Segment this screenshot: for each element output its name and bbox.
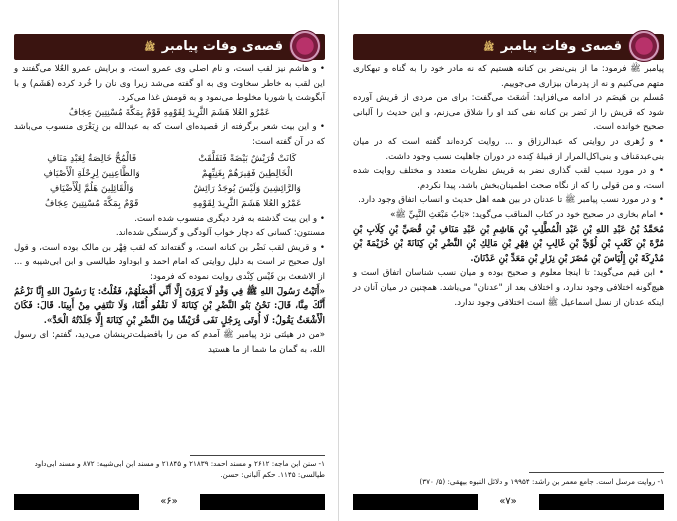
paragraph: • و در مورد نسب پیامبر ﷺ تا عدنان در بین همه اهل حدیث و انساب اتفاق وجود دارد. [358,195,664,206]
footnotes [14,458,325,480]
page-number: «۷» [499,496,517,507]
poem-hemistich: كَانَتْ قُرَيْشٌ بَيْضَةً فَتَفَلَّقَتْ [198,152,297,164]
page-bar-left [14,494,139,510]
footnote-rule [190,455,325,456]
page-header [14,34,325,60]
poem-hemistich: وَالْقَائِلِينَ هَلُمَّ لِلْأَضْيَافِ [49,182,134,194]
footnotes [353,476,664,487]
paragraph: مسنتون: کسانی که دچار خواب آلودگی و گرسنگی شده‌اند. [115,228,325,239]
paragraph: • و هاشم نیز لقب است، و نام اصلی وی عمرو است، و برایش عمرو العُلا می‌گفتند و این لقب به خاطر سخاوت وی به او گفته می‌شد زیرا وی نان را خُرد کرده (هَشَم) و با آبگوشت یا شوربا مخلوط می‌نمود و به قومش غذا می‌کرد. [14,64,325,104]
footnote-rule [529,472,664,473]
page-title: قصه‌ی وفات پیامبر ﷺ [483,39,622,54]
page-body [353,62,664,310]
poem-hemistich: الْخَالِطِينَ فَقِيرَهُمْ بِغَنِيِّهِمْ [201,167,293,179]
poem-hemistich: وَالظَّاعِنِينَ لِرِحْلَةِ الْأَصْيَافِ [43,167,140,179]
paragraph: • و این بیت شعر برگرفته از قصیده‌ای است که به عبدالله بن زِبَعْرَی منسوب می‌باشد که در آن گفته است: [14,122,325,147]
footnote: ۱- روایت مرسل است. جامع معمر بن راشد: ۱۹۹۵۴ و دلائل النبوه بیهقی: (۵/ ۳۷۰) [419,477,664,486]
verse-line: عَمْرُو العُلا هَشَمَ الثَّرِيدَ لِقَوْمِهِ قَوْمٌ بِمَكَّةَ مُسْنِتِينَ عِجَافُ [68,107,271,118]
poem [14,151,325,211]
page-header [353,34,664,60]
page-bar-right [200,494,325,510]
page-number: «۶» [160,496,178,507]
honorific-glyph: ﷺ [144,43,156,53]
seal-icon [289,30,321,62]
page-bar-left [353,494,478,510]
page-body [14,62,325,358]
paragraph: • و زُهری در روایتی که عبدالرزاق و ... روایت کرده‌اند گفته است که در میان بنی‌عبدمَناف و بنی‌اکل‌المرار از قبیلهٔ کِنده در دوران جاهلیت نسب وجود داشت. [353,136,664,162]
page-bar-right [539,494,664,510]
poem-hemistich: عَمْرُو العُلا هَشَمَ الثَّرِيدَ لِقَوْمِهِ [192,197,302,209]
poem-hemistich: فَالْمُحُّ خَالِصَةٌ لِعَبْدِ مَنَافِ [47,152,137,164]
paragraph: • و این بیت گذشته به فرد دیگری منسوب شده است. [134,213,325,224]
right-page [339,0,677,521]
lineage-quote: مُحَمَّدُ بْنُ عَبْدِ اللهِ بْنِ عَبْدِ الْمُطَّلِبِ بْنِ هَاشِمِ بْنِ عَبْدِ مَنَافِ بْنِ قُصَيِّ بْنِ كِلَابِ بْنِ مُرَّةَ بْنِ كَعْبِ بْنِ لُؤَيِّ بْنِ غَالِبِ بْنِ فِهْرِ بْنِ مَالِكِ بْنِ النَّضْرِ بْنِ كِنَانَةَ بْنِ خُزَيْمَةَ بْنِ مُدْرِكَةَ بْنِ إِلْيَاسَ بْنِ مُضَرَ بْنِ نِزَارِ بْنِ مَعَدِّ بْنِ عَدْنَانَ. [353,224,664,264]
paragraph: • ابن قیم می‌گوید: تا اینجا معلوم و صحیح بوده و میان نسب شناسان اتفاق است و هیچ‌گونه اختلافی وجود ندارد، و اختلاف بعد از "عدنان" می‌باشد. همچنین در میان آنان در اینکه عدنان از نسل اسماعیل ﷺ است اختلافی وجود ندارد. [353,268,664,308]
seal-icon [628,30,660,62]
left-page [0,0,338,521]
footnote: ۱- سنن ابن ماجه: ۲۶۱۲ و مسند احمد: ۲۱۸۳۹ و ۲۱۸۴۵ و مسند ابن ابی‌شیبه: ۸۷۲ و مسند ابی‌داود طیالسی: ۱۱۴۵. حکم آلبانی: حسن. [34,459,325,479]
paragraph: «من در هیئتی نزد پیامبر ﷺ آمدم که من را بافضیلت‌ترینشان می‌دید، گفتم: ای رسول الله، به گمان ما شما از ما هستید [14,330,325,355]
honorific-glyph: ﷺ [483,43,495,53]
page-title: قصه‌ی وفات پیامبر ﷺ [144,39,283,54]
poem-hemistich: وَالرَّائِشِينَ وَلَيْسَ يُوجَدُ رَائِشٌ [193,182,301,194]
paragraph: پیامبر ﷺ فرمود: ما از بنی‌نضر بن کنانه هستیم که نه مادر خود را به گناه و تبهکاری متهم می‌کنیم و نه از پدرمان بیزاری می‌جوییم. [353,64,664,89]
hadith-quote: «أَتَيْتُ رَسُولَ اللهِ ﷺ فِي وَفْدٍ لَا يَرَوْنَ إِلَّا أَنِّي أَفْضَلُهُمْ، فَقُلْتُ: يَا رَسُولَ اللهِ إِنَّا نَزْعُمُ أَنَّكَ مِنَّا، قَالَ: نَحْنُ بَنُو النَّضْرِ بْنِ كِنَانَةَ لَا نَقْفُو أُمَّنَا، وَلَا نَنْتَفِي مِنْ أَبِينَا. قَالَ: فَكَانَ الْأَشْعَثُ يَقُولُ: لَا أُوتَى بِرَجُلٍ نَفَى قُرَيْشًا مِنَ النَّضْرِ بْنِ كِنَانَةَ إِلَّا جَلَدْتُهُ الْحَدَّ». [14,286,325,326]
paragraph: • و در مورد سبب لقب گذاری نضر به قریش نظریات متعدد و مختلف روایت شده است، و من قولی را که از نگاه صحت اطمینان‌بخش باشد، پیدا نکردم. [353,166,664,191]
paragraph: مُسلم بن هَیصَم در ادامه می‌افزاید: اَشعَث می‌گفت: برای من مردی از قریش آورده شود که قریش را از نَضر بن کنانه نفی کند او را شلاق می‌زنم، و این حدیث را آلبانی صحیح خوانده است. [353,93,664,133]
paragraph: • امام بخاری در صحیح خود در کتاب المناقب می‌گوید: «بَابُ مَبْعَثِ النَّبِيِّ ﷺ» [390,209,664,220]
poem-hemistich: قَوْمٌ بِمَكَّةَ مُسْنِتِينَ عِجَافُ [44,197,139,209]
paragraph: • و قریش لقب نَضْر بن کنانه است، و گفته‌اند که لقب فِهْر بن مالک بوده است، و قول اول صحیح تر است به دلیل روایتی که امام احمد و ابوداود طیالسی و ابن ابی‌شیبه و ... از الاشعث بن قَیْس کِنْدی روایت نموده که فرمود: [14,242,325,282]
